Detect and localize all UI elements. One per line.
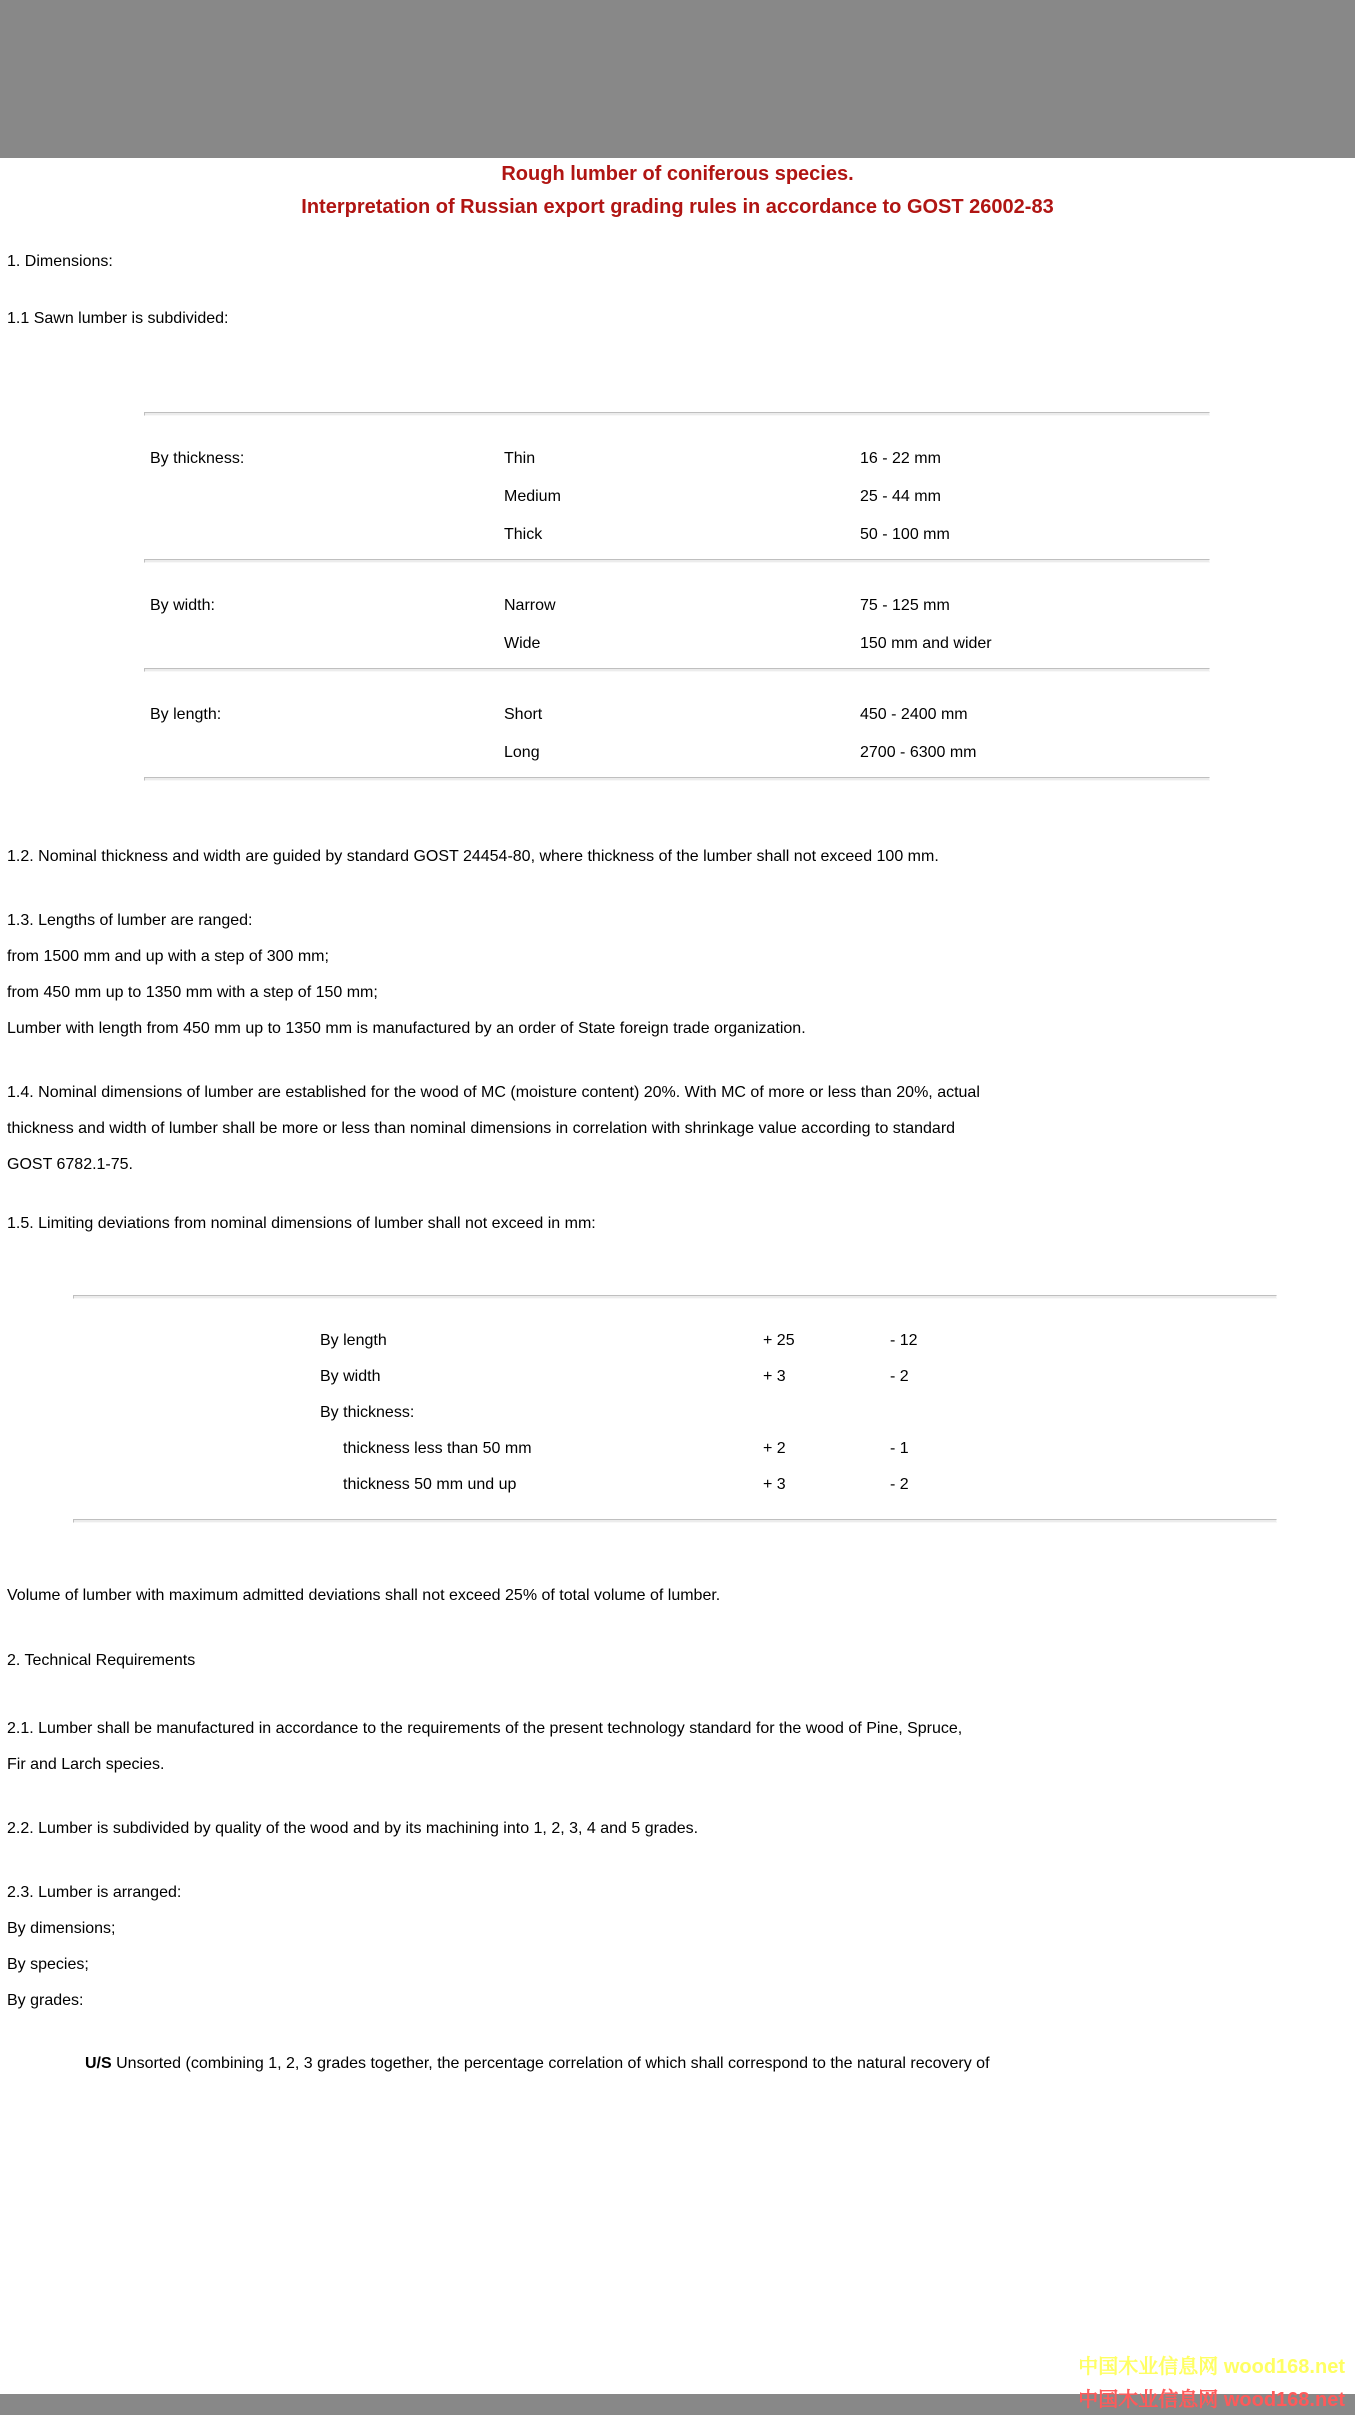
deviation-minus-cell: - 12 [890, 1332, 918, 1349]
paragraph [7, 1643, 1348, 1679]
deviation-minus-cell: - 1 [890, 1440, 909, 1457]
dimension-name-cell: Thick [504, 526, 543, 543]
deviations-table-body [73, 1299, 1277, 1519]
paragraph [7, 1811, 1348, 1847]
dimension-name-cell: Medium [504, 488, 561, 505]
dimension-name-cell: Wide [504, 635, 541, 652]
table-row [73, 1395, 1277, 1431]
paragraph-line: GOST 6782.1-75. [7, 1156, 133, 1173]
deviation-label-cell: By width [320, 1368, 381, 1385]
dimension-range-cell: 2700 - 6300 mm [860, 744, 977, 761]
deviation-label-cell: thickness 50 mm und up [343, 1476, 517, 1493]
paragraph [7, 301, 1348, 337]
document-page [0, 158, 1355, 2411]
paragraph-line: thickness and width of lumber shall be more or less than nominal dimensions in correlation with shrinkage value according to standard [7, 1120, 956, 1137]
spacer-cell [73, 1431, 320, 1467]
paragraph [7, 1075, 1348, 1183]
dimension-name-cell: Short [504, 706, 543, 723]
paragraph-line: from 1500 mm and up with a step of 300 mm; [7, 948, 329, 965]
paragraph-line: Fir and Larch species. [7, 1756, 165, 1773]
paragraph [7, 1578, 1348, 1614]
deviation-plus-cell: + 2 [763, 1440, 786, 1457]
deviation-plus-cell: + 3 [763, 1476, 786, 1493]
table-row [144, 587, 1210, 625]
paragraph-line: 1.2. Nominal thickness and width are guided by standard GOST 24454-80, where thickness of the lumber shall not exceed 100 mm. [7, 848, 939, 865]
document-title [7, 158, 1348, 224]
dimension-range-cell: 75 - 125 mm [860, 597, 950, 614]
paragraph-line: U/S Unsorted (combining 1, 2, 3 grades together, the percentage correlation of which shall correspond to the natural recovery of [85, 2055, 990, 2072]
document-title-line2: Interpretation of Russian export grading rules in accordance to GOST 26002-83 [301, 196, 1054, 218]
dimension-category-cell [150, 478, 504, 516]
dimension-category-cell: By length: [150, 706, 222, 723]
table-row [73, 1359, 1277, 1395]
watermark-text-clipped: 中国木业信息网 wood168.net [1078, 2389, 1345, 2411]
table-row [144, 625, 1210, 663]
deviation-label-cell: By length [320, 1332, 387, 1349]
table-row [73, 1467, 1277, 1503]
dimensions-table-section [144, 563, 1210, 668]
dimension-category-cell [150, 625, 504, 663]
dimension-category-cell [150, 734, 504, 772]
paragraph-line: from 450 mm up to 1350 mm with a step of 150 mm; [7, 984, 378, 1001]
deviation-plus-cell: + 3 [763, 1368, 786, 1385]
deviation-plus-cell: + 25 [763, 1332, 795, 1349]
deviation-minus-cell: - 2 [890, 1476, 909, 1493]
dimension-category-cell: By thickness: [150, 450, 245, 467]
dimension-category-cell [150, 516, 504, 554]
deviations-table [73, 1295, 1277, 1523]
paragraph-line: Lumber with length from 450 mm up to 1350 mm is manufactured by an order of State foreign trade organization. [7, 1020, 806, 1037]
dimension-range-cell: 16 - 22 mm [860, 450, 941, 467]
dimension-category-cell: By width: [150, 597, 215, 614]
paragraph-line: 2.2. Lumber is subdivided by quality of the wood and by its machining into 1, 2, 3, 4 and 5 grades. [7, 1820, 699, 1837]
grade-code-label: U/S [85, 2055, 112, 2072]
dimension-name-cell: Narrow [504, 597, 556, 614]
paragraph [7, 2046, 1348, 2082]
dimension-range-cell: 150 mm and wider [860, 635, 992, 652]
table-row [144, 696, 1210, 734]
table-row [144, 440, 1210, 478]
paragraph-line: 1.4. Nominal dimensions of lumber are established for the wood of MC (moisture content) 20%. With MC of more or less than 20%, actual [7, 1084, 980, 1101]
deviation-label-cell: By thickness: [320, 1404, 415, 1421]
deviation-minus-cell [890, 1395, 1277, 1431]
spacer-cell [73, 1323, 320, 1359]
paragraph-line: 1.5. Limiting deviations from nominal dimensions of lumber shall not exceed in mm: [7, 1215, 596, 1232]
table-divider [144, 777, 1210, 781]
deviation-plus-cell [763, 1395, 890, 1431]
paragraph-line: Volume of lumber with maximum admitted deviations shall not exceed 25% of total volume of lumber. [7, 1587, 721, 1604]
dimensions-table-section [144, 416, 1210, 559]
document-body [7, 244, 1348, 2082]
paragraph-line: 2.1. Lumber shall be manufactured in accordance to the requirements of the present technology standard for the wood of Pine, Spruce, [7, 1720, 963, 1737]
dimensions-table [144, 412, 1210, 781]
paragraph-line: 1.3. Lengths of lumber are ranged: [7, 912, 253, 929]
paragraph-line: By species; [7, 1956, 89, 1973]
document-title-line1: Rough lumber of coniferous species. [501, 163, 854, 185]
watermark-text: 中国木业信息网 wood168.net [1078, 2356, 1345, 2378]
paragraph-line: 2. Technical Requirements [7, 1652, 196, 1669]
paragraph-line: By grades: [7, 1992, 84, 2009]
document-content [0, 158, 1355, 2082]
deviation-label-cell: thickness less than 50 mm [343, 1440, 532, 1457]
paragraph [7, 903, 1348, 1047]
paragraph-line: 2.3. Lumber is arranged: [7, 1884, 182, 1901]
dimension-range-cell: 25 - 44 mm [860, 488, 941, 505]
spacer-cell [73, 1467, 320, 1503]
table-divider [73, 1519, 1277, 1523]
paragraph-line: 1. Dimensions: [7, 253, 113, 270]
paragraph [7, 1875, 1348, 2019]
table-row [144, 478, 1210, 516]
table-row [73, 1323, 1277, 1359]
dimension-range-cell: 450 - 2400 mm [860, 706, 968, 723]
deviation-minus-cell: - 2 [890, 1368, 909, 1385]
paragraph [7, 839, 1348, 875]
spacer-cell [73, 1359, 320, 1395]
paragraph-line: By dimensions; [7, 1920, 116, 1937]
dimension-name-cell: Long [504, 744, 540, 761]
paragraph [7, 244, 1348, 280]
dimensions-table-section [144, 672, 1210, 777]
paragraph [7, 1206, 1348, 1242]
dimension-range-cell: 50 - 100 mm [860, 526, 950, 543]
table-row [144, 516, 1210, 554]
table-row [144, 734, 1210, 772]
dimension-name-cell: Thin [504, 450, 536, 467]
paragraph-line: 1.1 Sawn lumber is subdivided: [7, 310, 229, 327]
spacer-cell [73, 1395, 320, 1431]
table-row [73, 1431, 1277, 1467]
paragraph [7, 1711, 1348, 1783]
